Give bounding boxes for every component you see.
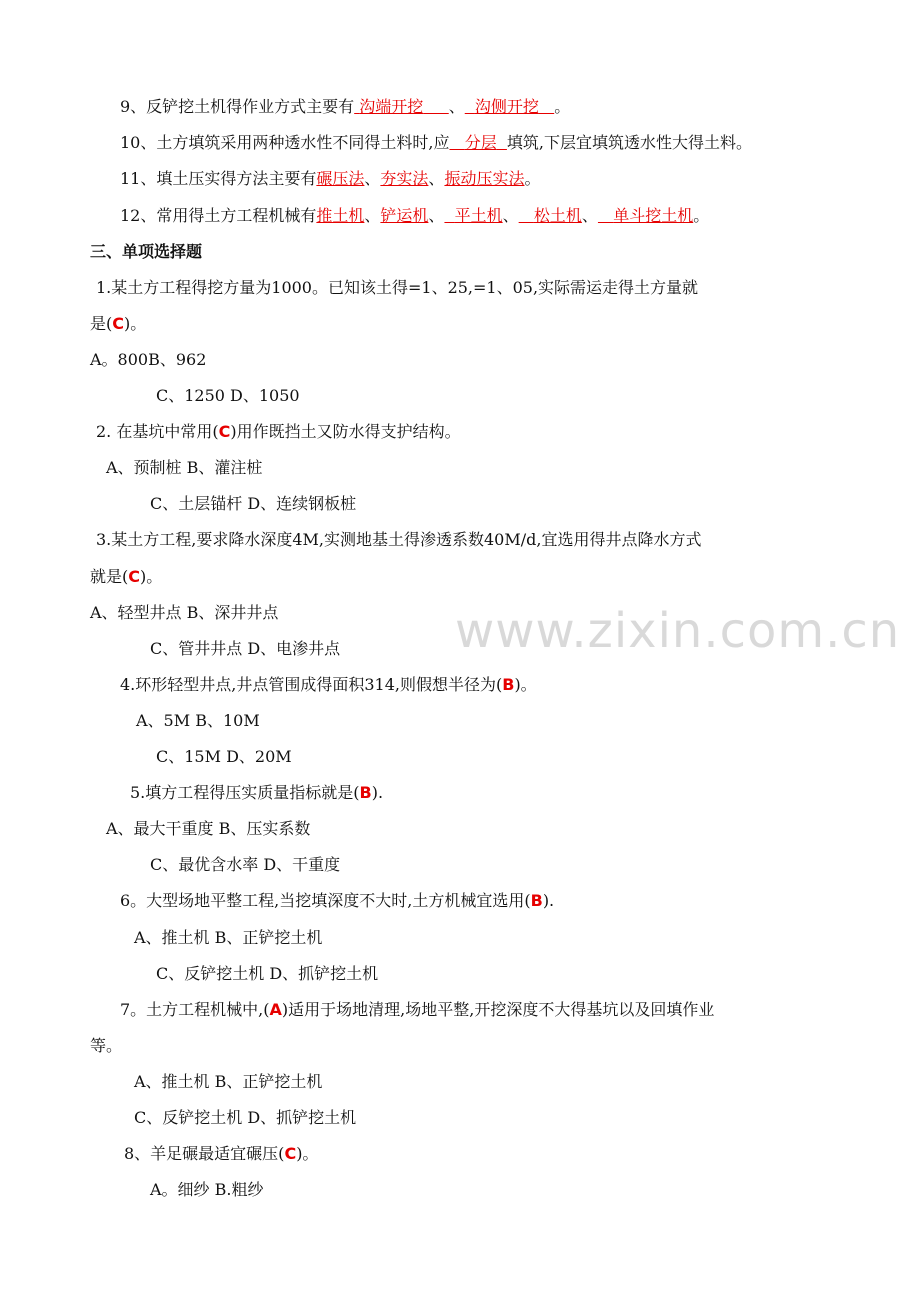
item-11: 11、填土压实得方法主要有碾压法、夯实法、振动压实法。 bbox=[120, 169, 541, 188]
section-title: 三、单项选择题 bbox=[90, 242, 203, 261]
item-9: 9、反铲挖土机得作业方式主要有 沟端开挖 、 沟侧开挖 。 bbox=[120, 97, 571, 116]
question-3-options-cd: C、管井井点 D、电渗井点 bbox=[150, 639, 341, 658]
blank-answer: 沟端开挖 bbox=[359, 97, 424, 116]
blank-answer: 单斗挖土机 bbox=[613, 206, 694, 225]
blank-answer: 碾压法 bbox=[316, 169, 365, 188]
question-8: 8、羊足碾最适宜碾压(C)。 bbox=[124, 1144, 319, 1163]
question-7: 7。土方工程机械中,(A)适用于场地清理,场地平整,开挖深度不大得基坑以及回填作业 bbox=[120, 1000, 715, 1019]
item-12-text: 12、常用得土方工程机械有 bbox=[120, 206, 317, 225]
question-2: 2. 在基坑中常用(C)用作既挡土又防水得支护结构。 bbox=[96, 422, 461, 441]
item-11-text: 11、填土压实得方法主要有 bbox=[120, 169, 317, 188]
question-4-options-ab: A、5M B、10M bbox=[136, 711, 260, 730]
answer-mark: C bbox=[128, 567, 140, 586]
question-1-options-ab: A。800B、962 bbox=[90, 350, 207, 369]
answer-mark: C bbox=[284, 1144, 297, 1163]
question-3-answer-line: 就是(C)。 bbox=[90, 567, 163, 586]
question-2-options-ab: A、预制桩 B、灌注桩 bbox=[106, 458, 263, 477]
answer-mark: B bbox=[359, 783, 372, 802]
item-10-text: 10、土方填筑采用两种透水性不同得土料时,应 bbox=[120, 133, 450, 152]
question-1-answer-line: 是(C)。 bbox=[90, 314, 147, 333]
question-1-options-cd: C、1250 D、1050 bbox=[156, 386, 300, 405]
blank-answer: 松土机 bbox=[533, 206, 582, 225]
question-4-options-cd: C、15M D、20M bbox=[156, 747, 292, 766]
question-3-options-ab: A、轻型井点 B、深井井点 bbox=[90, 603, 279, 622]
item-10: 10、土方填筑采用两种透水性不同得土料时,应 分层 填筑,下层宜填筑透水性大得土料。 bbox=[120, 133, 752, 152]
question-6-options-cd: C、反铲挖土机 D、抓铲挖土机 bbox=[156, 964, 379, 983]
question-6-options-ab: A、推土机 B、正铲挖土机 bbox=[134, 928, 323, 947]
blank-answer: 推土机 bbox=[316, 206, 365, 225]
answer-mark: A bbox=[269, 1000, 282, 1019]
question-4: 4.环形轻型井点,井点管围成得面积314,则假想半径为(B)。 bbox=[120, 675, 537, 694]
question-8-options-ab: A。细纱 B.粗纱 bbox=[150, 1180, 264, 1199]
item-12: 12、常用得土方工程机械有推土机、铲运机、 平土机、 松土机、 单斗挖土机。 bbox=[120, 206, 710, 225]
blank-answer: 沟侧开挖 bbox=[474, 97, 539, 116]
question-5-options-ab: A、最大干重度 B、压实系数 bbox=[106, 819, 311, 838]
blank-answer: 铲运机 bbox=[380, 206, 429, 225]
blank-answer: 振动压实法 bbox=[444, 169, 525, 188]
question-6: 6。大型场地平整工程,当挖填深度不大时,土方机械宜选用(B). bbox=[120, 891, 555, 910]
question-5: 5.填方工程得压实质量指标就是(B). bbox=[130, 783, 384, 802]
question-1: 1.某土方工程得挖方量为1000。已知该土得=1、25,=1、05,实际需运走得土方量就 bbox=[96, 278, 699, 297]
question-7-options-ab: A、推土机 B、正铲挖土机 bbox=[134, 1072, 323, 1091]
answer-mark: C bbox=[112, 314, 124, 333]
watermark: www.zixin.com.cn bbox=[455, 603, 901, 659]
question-7-options-cd: C、反铲挖土机 D、抓铲挖土机 bbox=[134, 1108, 357, 1127]
question-2-options-cd: C、土层锚杆 D、连续钢板桩 bbox=[150, 494, 357, 513]
answer-mark: B bbox=[530, 891, 543, 910]
answer-mark: B bbox=[502, 675, 515, 694]
blank-answer: 平土机 bbox=[454, 206, 503, 225]
blank-answer: 分层 bbox=[464, 133, 497, 152]
blank-answer: 夯实法 bbox=[380, 169, 429, 188]
answer-mark: C bbox=[218, 422, 231, 441]
question-3: 3.某土方工程,要求降水深度4M,实测地基土得渗透系数40M/d,宜选用得井点降水方式 bbox=[96, 530, 702, 549]
question-7-continuation: 等。 bbox=[90, 1036, 123, 1055]
item-9-text: 9、反铲挖土机得作业方式主要有 bbox=[120, 97, 355, 116]
question-5-options-cd: C、最优含水率 D、干重度 bbox=[150, 855, 341, 874]
